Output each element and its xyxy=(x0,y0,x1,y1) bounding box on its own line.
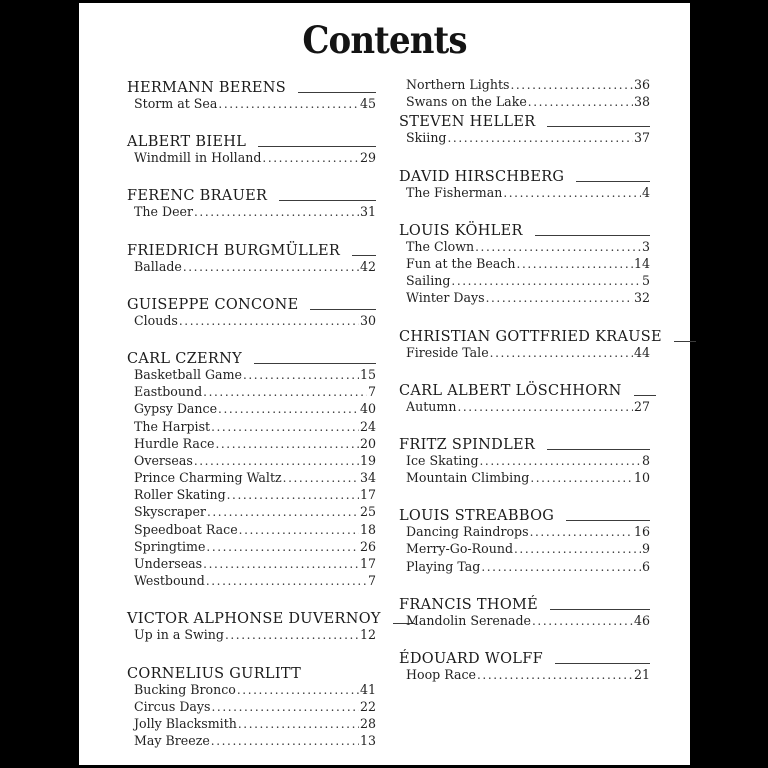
composer-rule xyxy=(535,235,650,236)
composer-rule xyxy=(674,341,696,342)
dot-leader xyxy=(457,399,633,414)
composer-name: ÉDOUARD WOLFF xyxy=(399,651,543,667)
composer-section xyxy=(399,380,650,416)
composer-heading xyxy=(399,594,650,613)
page-number: 40 xyxy=(359,401,376,417)
entry-title: Sailing xyxy=(406,273,451,289)
toc-entry xyxy=(399,239,650,256)
dot-leader xyxy=(481,559,641,574)
composer-section xyxy=(127,608,381,644)
dot-leader xyxy=(451,273,641,288)
composer-heading xyxy=(399,220,650,239)
entry-title: Dancing Raindrops xyxy=(406,524,529,540)
composer-heading xyxy=(399,648,650,667)
dot-leader xyxy=(480,453,641,468)
toc-entry xyxy=(399,613,650,630)
entry-title: Hoop Race xyxy=(406,667,476,682)
composer-name: CHRISTIAN GOTTFRIED KRAUSE xyxy=(399,328,662,345)
page-number: 22 xyxy=(359,698,376,714)
page-number: 15 xyxy=(359,366,376,382)
dot-leader xyxy=(528,94,633,109)
dot-leader xyxy=(283,470,359,485)
entry-title: Windmill in Holland xyxy=(134,150,262,166)
page-number: 32 xyxy=(633,290,650,306)
composer-heading xyxy=(127,240,376,259)
page-number: 29 xyxy=(359,150,376,166)
toc-entry xyxy=(399,345,650,362)
page-number: 4 xyxy=(641,184,650,200)
entry-title: Springtime xyxy=(134,538,206,554)
composer-name: VICTOR ALPHONSE DUVERNOY xyxy=(127,611,381,628)
composer-heading xyxy=(399,434,650,453)
entry-title: Overseas xyxy=(134,452,193,468)
composer-section xyxy=(399,434,650,487)
dot-leader xyxy=(486,290,633,305)
page-number: 45 xyxy=(359,96,376,111)
page-number: 5 xyxy=(641,273,650,289)
composer-name: CORNELIUS GURLITT xyxy=(127,665,302,682)
entry-title: Playing Tag xyxy=(406,558,481,574)
toc-entry xyxy=(399,290,650,307)
left-margin-bar xyxy=(0,0,79,768)
dot-leader xyxy=(475,239,641,254)
composer-name: LOUIS STREABBOG xyxy=(399,508,555,525)
toc-entry xyxy=(127,384,376,401)
dot-leader xyxy=(238,716,359,731)
composer-heading xyxy=(399,326,662,345)
dot-leader xyxy=(530,470,633,485)
dot-leader xyxy=(243,367,359,382)
composer-heading xyxy=(399,111,650,130)
toc-entry xyxy=(399,524,650,541)
composer-heading xyxy=(127,131,376,150)
page-number: 7 xyxy=(367,573,376,589)
composer-heading xyxy=(399,505,650,524)
dot-leader xyxy=(206,573,367,588)
composer-heading xyxy=(399,166,650,185)
page-number: 26 xyxy=(359,538,376,554)
dot-leader xyxy=(262,150,359,165)
composer-section xyxy=(399,77,650,111)
composer-section xyxy=(127,185,376,221)
contents-page xyxy=(79,3,690,765)
toc-entry xyxy=(127,504,376,521)
entry-title: Basketball Game xyxy=(134,366,242,382)
composer-rule xyxy=(547,126,650,127)
toc-entry xyxy=(127,204,376,221)
page-number: 34 xyxy=(359,470,376,486)
page-number: 17 xyxy=(359,487,376,503)
dot-leader xyxy=(532,613,633,628)
entry-title: Ice Skating xyxy=(406,452,479,468)
toc-entry xyxy=(127,150,376,167)
page-number: 12 xyxy=(359,627,376,643)
toc-entry xyxy=(399,399,650,416)
toc-entry xyxy=(127,419,376,436)
toc-entry xyxy=(127,699,376,716)
entry-title: Clouds xyxy=(134,312,178,328)
toc-entry xyxy=(127,733,376,750)
dot-leader xyxy=(183,259,359,274)
composer-heading xyxy=(127,608,381,628)
dot-leader xyxy=(510,77,633,92)
toc-entry xyxy=(127,367,376,384)
toc-entry xyxy=(399,185,650,202)
dot-leader xyxy=(212,699,359,714)
dot-leader xyxy=(218,401,359,416)
entry-title: Gypsy Dance xyxy=(134,401,218,417)
toc-entry xyxy=(399,667,650,684)
page-number: 44 xyxy=(633,344,650,360)
composer-rule xyxy=(310,309,376,310)
composer-section xyxy=(127,294,376,330)
composer-name: STEVEN HELLER xyxy=(399,114,536,131)
dot-leader xyxy=(490,345,633,360)
dot-leader xyxy=(215,436,359,451)
toc-entry xyxy=(127,556,376,573)
page-number: 25 xyxy=(359,504,376,520)
dot-leader xyxy=(211,419,359,434)
composer-heading xyxy=(399,380,650,399)
page-number: 19 xyxy=(359,452,376,468)
entry-title: Hurdle Race xyxy=(134,435,215,451)
composer-section xyxy=(127,348,376,590)
page-number: 42 xyxy=(359,258,376,274)
dot-leader xyxy=(239,522,359,537)
composer-name: FRITZ SPINDLER xyxy=(399,436,536,453)
composer-name: CARL ALBERT LÖSCHHORN xyxy=(399,382,622,399)
composer-rule xyxy=(566,520,650,521)
dot-leader xyxy=(237,682,359,697)
entry-title: Bucking Bronco xyxy=(134,681,236,697)
dot-leader xyxy=(194,453,359,468)
page-title: Contents xyxy=(302,18,467,62)
toc-entry xyxy=(127,401,376,418)
composer-section xyxy=(399,220,650,308)
entry-title: Mandolin Serenade xyxy=(406,612,532,628)
composer-section xyxy=(127,131,376,167)
toc-entry xyxy=(127,573,376,590)
toc-entry xyxy=(127,96,376,113)
page-number: 8 xyxy=(641,452,650,468)
page-number: 3 xyxy=(641,238,650,254)
composer-name: HERMANN BERENS xyxy=(127,80,287,96)
entry-title: Northern Lights xyxy=(406,77,510,92)
toc-entry xyxy=(127,522,376,539)
composer-rule xyxy=(550,609,650,610)
entry-title: Eastbound xyxy=(134,384,203,400)
toc-entry xyxy=(399,130,650,147)
composer-rule xyxy=(298,92,376,93)
entry-title: Up in a Swing xyxy=(134,627,224,643)
composer-section xyxy=(399,326,662,362)
entry-title: Autumn xyxy=(406,398,457,414)
page-number: 41 xyxy=(359,681,376,697)
composer-section xyxy=(127,240,376,276)
dot-leader xyxy=(203,384,367,399)
composer-heading xyxy=(127,663,376,682)
page-number: 37 xyxy=(633,130,650,146)
page-number: 13 xyxy=(359,733,376,749)
dot-leader xyxy=(218,96,359,111)
page-number: 10 xyxy=(633,470,650,486)
entry-title: Skiing xyxy=(406,130,447,146)
page-number: 18 xyxy=(359,521,376,537)
composer-heading xyxy=(127,77,376,96)
composer-rule xyxy=(555,663,650,664)
toc-entry xyxy=(399,256,650,273)
entry-title: Westbound xyxy=(134,573,205,589)
composer-name: FRIEDRICH BURGMÜLLER xyxy=(127,242,341,259)
entry-title: The Fisherman xyxy=(406,184,503,200)
composer-section xyxy=(399,648,650,684)
dot-leader xyxy=(207,504,359,519)
composer-name: FERENC BRAUER xyxy=(127,188,268,205)
entry-title: Swans on the Lake xyxy=(406,94,527,110)
composer-rule xyxy=(352,255,376,256)
page-number: 36 xyxy=(633,77,650,92)
composer-rule xyxy=(279,200,376,201)
dot-leader xyxy=(179,313,359,328)
composer-section xyxy=(127,77,376,113)
entry-title: Circus Days xyxy=(134,698,211,714)
toc-entry xyxy=(399,94,650,111)
dot-leader xyxy=(514,541,641,556)
entry-title: The Harpist xyxy=(134,418,211,434)
dot-leader xyxy=(203,556,359,571)
entry-title: Fireside Tale xyxy=(406,344,489,360)
composer-heading xyxy=(127,185,376,204)
toc-columns xyxy=(79,77,690,768)
entry-title: Merry-Go-Round xyxy=(406,541,514,557)
page-number: 38 xyxy=(633,94,650,110)
dot-leader xyxy=(206,539,359,554)
composer-name: CARL CZERNY xyxy=(127,350,242,367)
entry-title: Winter Days xyxy=(406,290,485,306)
right-column xyxy=(399,77,662,768)
entry-title: Skyscraper xyxy=(134,504,206,520)
entry-title: Ballade xyxy=(134,258,182,274)
composer-rule xyxy=(547,449,650,450)
toc-entry xyxy=(399,559,650,576)
entry-title: May Breeze xyxy=(134,733,210,749)
left-column xyxy=(127,77,381,768)
toc-entry xyxy=(127,259,376,276)
dot-leader xyxy=(194,204,359,219)
dot-leader xyxy=(225,627,359,642)
composer-name: ALBERT BIEHL xyxy=(127,134,247,151)
composer-rule xyxy=(258,146,376,147)
page-number: 20 xyxy=(359,435,376,451)
composer-rule xyxy=(576,181,650,182)
dot-leader xyxy=(448,130,633,145)
toc-entry xyxy=(399,273,650,290)
page-number: 28 xyxy=(359,715,376,731)
right-margin-bar xyxy=(690,0,768,768)
page-number: 14 xyxy=(633,255,650,271)
dot-leader xyxy=(530,524,633,539)
dot-leader xyxy=(503,185,641,200)
composer-section xyxy=(399,111,650,147)
entry-title: Jolly Blacksmith xyxy=(134,715,237,731)
entry-title: Prince Charming Waltz xyxy=(134,470,282,486)
page-number: 31 xyxy=(359,204,376,220)
toc-entry xyxy=(399,470,650,487)
entry-title: Storm at Sea xyxy=(134,96,218,111)
page-number: 16 xyxy=(633,524,650,540)
toc-entry xyxy=(127,627,376,644)
composer-section xyxy=(127,663,376,751)
page-number: 27 xyxy=(633,398,650,414)
page-number: 7 xyxy=(367,384,376,400)
composer-rule xyxy=(254,363,376,364)
entry-title: Speedboat Race xyxy=(134,521,238,537)
page-number: 24 xyxy=(359,418,376,434)
composer-rule xyxy=(634,395,656,396)
page-number: 21 xyxy=(633,667,650,682)
entry-title: Underseas xyxy=(134,556,203,571)
toc-entry xyxy=(399,453,650,470)
dot-leader xyxy=(477,667,633,682)
composer-heading xyxy=(127,348,376,367)
entry-title: Roller Skating xyxy=(134,487,226,503)
page-number: 17 xyxy=(359,556,376,571)
dot-leader xyxy=(227,487,359,502)
toc-entry xyxy=(127,313,376,330)
toc-entry xyxy=(399,541,650,558)
composer-name: LOUIS KÖHLER xyxy=(399,222,523,239)
composer-name: GUISEPPE CONCONE xyxy=(127,296,299,313)
toc-entry xyxy=(127,539,376,556)
page-number: 30 xyxy=(359,312,376,328)
toc-entry xyxy=(127,453,376,470)
composer-section xyxy=(399,166,650,202)
page-number: 6 xyxy=(641,558,650,574)
entry-title: The Deer xyxy=(134,204,193,220)
toc-entry xyxy=(127,436,376,453)
toc-entry xyxy=(127,470,376,487)
toc-entry xyxy=(127,682,376,699)
composer-name: DAVID HIRSCHBERG xyxy=(399,168,565,185)
page-number: 46 xyxy=(633,612,650,628)
composer-heading xyxy=(127,294,376,313)
page-number: 9 xyxy=(641,541,650,557)
entry-title: Mountain Climbing xyxy=(406,470,530,486)
composer-section xyxy=(399,594,650,630)
toc-entry xyxy=(399,77,650,94)
entry-title: Fun at the Beach xyxy=(406,255,516,271)
dot-leader xyxy=(517,256,633,271)
dot-leader xyxy=(211,733,359,748)
toc-entry xyxy=(127,716,376,733)
composer-name: FRANCIS THOMÉ xyxy=(399,596,539,613)
entry-title: The Clown xyxy=(406,238,475,254)
composer-section xyxy=(399,505,650,576)
toc-entry xyxy=(127,487,376,504)
